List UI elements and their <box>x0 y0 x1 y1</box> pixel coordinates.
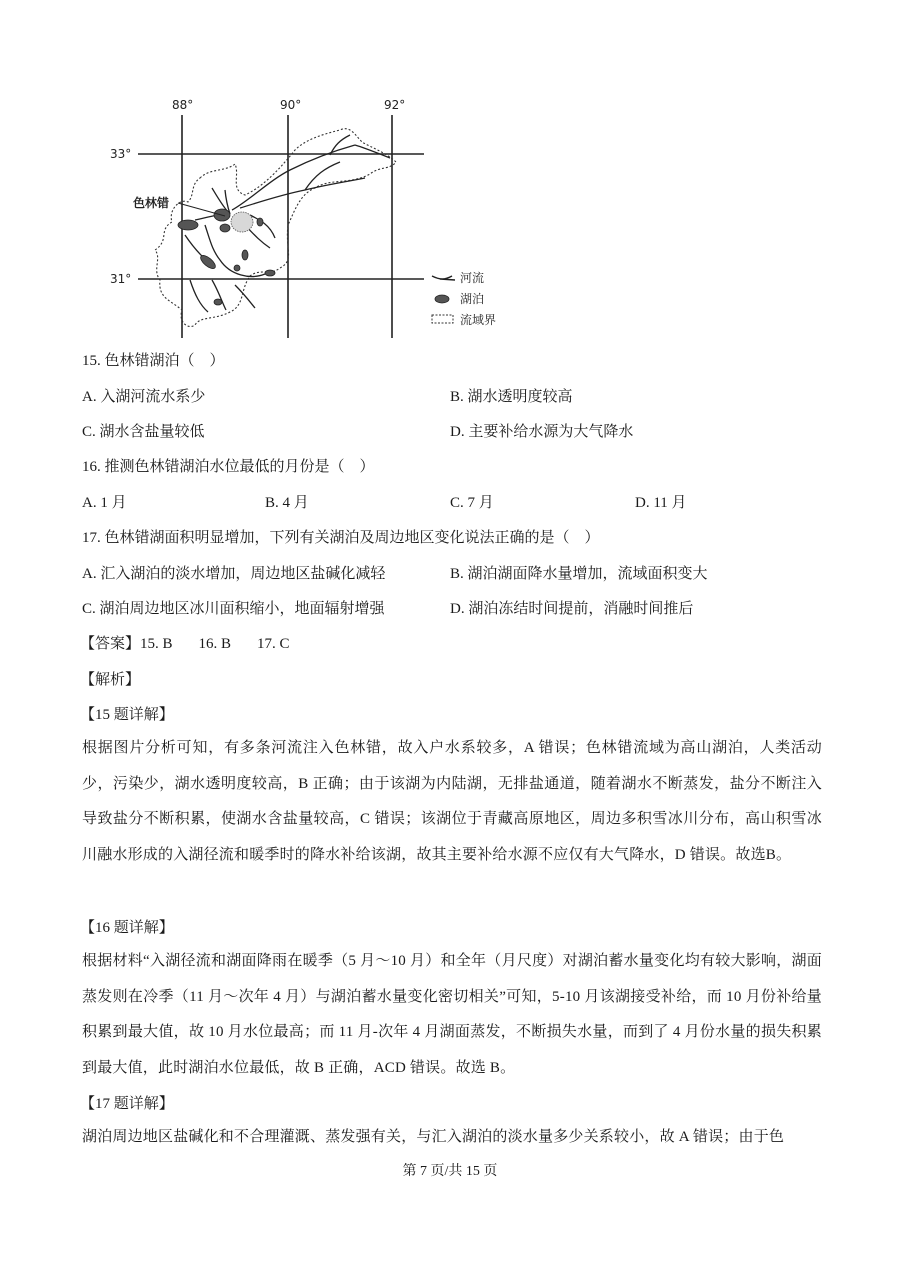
lon-label: 92° <box>384 98 406 112</box>
q17-option-b: B. 湖泊湖面降水量增加，流域面积变大 <box>450 566 708 582</box>
analysis-label: 【解析】 <box>80 672 141 688</box>
detail-17-text: 湖泊周边地区盐碱化和不合理灌溉、蒸发强有关，与汇入湖泊的淡水量多少关系较小，故 A 错误；由于色 <box>82 1129 785 1145</box>
selin-co-basin-map <box>100 90 510 350</box>
map-legend <box>432 270 496 327</box>
question-15-stem: 15. 色林错湖泊（ ） <box>82 353 225 369</box>
detail-16-heading: 【16 题详解】 <box>80 920 174 936</box>
detail-16-text: 根据材料“入湖径流和湖面降雨在暖季（5 月～10 月）和全年（月尺度）对湖泊蓄水量变化均有较大影响，湖面蒸发则在冷季（11 月～次年 4 月）与湖泊蓄水量变化密切相关”可知，5-10 月该湖接受补给，而 10 月份补给量积累到最大值，故 10 月水位最高；而 11 月-次年 4 月湖面蒸发，不断损失水量，而到了 4 月份水量的损失积累到最大值，此时湖泊水位最低，故 B 正确，ACD 错误。故选 B。 <box>82 953 822 1076</box>
q15-option-a: A. 入湖河流水系少 <box>82 389 206 405</box>
lon-label: 90° <box>280 98 302 112</box>
basin-boundary-icon <box>432 315 453 323</box>
legend-label: 河流 <box>460 271 485 285</box>
q16-option-d: D. 11 月 <box>635 495 687 511</box>
q17-option-a: A. 汇入湖泊的淡水增加，周边地区盐碱化减轻 <box>82 566 386 582</box>
q16-option-b: B. 4 月 <box>265 495 309 511</box>
q17-option-c: C. 湖泊周边地区冰川面积缩小，地面辐射增强 <box>82 601 385 617</box>
detail-15-text: 根据图片分析可知，有多条河流注入色林错，故入户水系较多，A 错误；色林错流域为高山湖泊，人类活动少，污染少，湖水透明度较高，B 正确；由于该湖为内陆湖，无排盐通道，随着湖水不断蒸发，盐分不断注入导致盐分不断积累，使湖水含盐量较高，C 错误；该湖位于青藏高原地区，周边多积雪冰川分布，高山积雪冰川融水形成的入湖径流和暖季时的降水补给该湖，故其主要补给水源不应仅有大气降水，D 错误。故选B。 <box>82 740 822 863</box>
question-17-stem: 17. 色林错湖面积明显增加，下列有关湖泊及周边地区变化说法正确的是（ ） <box>82 530 600 546</box>
q15-option-c: C. 湖水含盐量较低 <box>82 424 205 440</box>
detail-15-heading: 【15 题详解】 <box>80 707 174 723</box>
selin-co-lake <box>231 212 253 232</box>
q15-option-d: D. 主要补给水源为大气降水 <box>450 424 634 440</box>
answer-item: 15. B <box>140 636 173 652</box>
detail-17-heading: 【17 题详解】 <box>80 1096 174 1112</box>
q16-option-c: C. 7 月 <box>450 495 494 511</box>
lat-label: 33° <box>110 147 132 161</box>
answer-label: 【答案】 <box>80 636 141 652</box>
page-footer: 第 7 页/共 15 页 <box>402 1164 498 1179</box>
question-16-stem: 16. 推测色林错湖泊水位最低的月份是（ ） <box>82 459 375 475</box>
lon-label: 88° <box>172 98 194 112</box>
answer-item: 17. C <box>257 636 290 652</box>
lake-icon <box>435 295 449 303</box>
q15-option-b: B. 湖水透明度较高 <box>450 389 573 405</box>
legend-label: 湖泊 <box>460 292 485 306</box>
lat-label: 31° <box>110 272 132 286</box>
q17-option-d: D. 湖泊冻结时间提前，消融时间推后 <box>450 601 694 617</box>
map-svg <box>100 90 510 350</box>
q16-option-a: A. 1 月 <box>82 495 127 511</box>
answer-line <box>80 634 316 654</box>
river-icon <box>432 276 455 280</box>
lakes <box>178 209 275 305</box>
legend-label: 流域界 <box>460 313 497 327</box>
answer-item: 16. B <box>198 636 232 652</box>
lake-name-label: 色林错 <box>133 196 170 210</box>
